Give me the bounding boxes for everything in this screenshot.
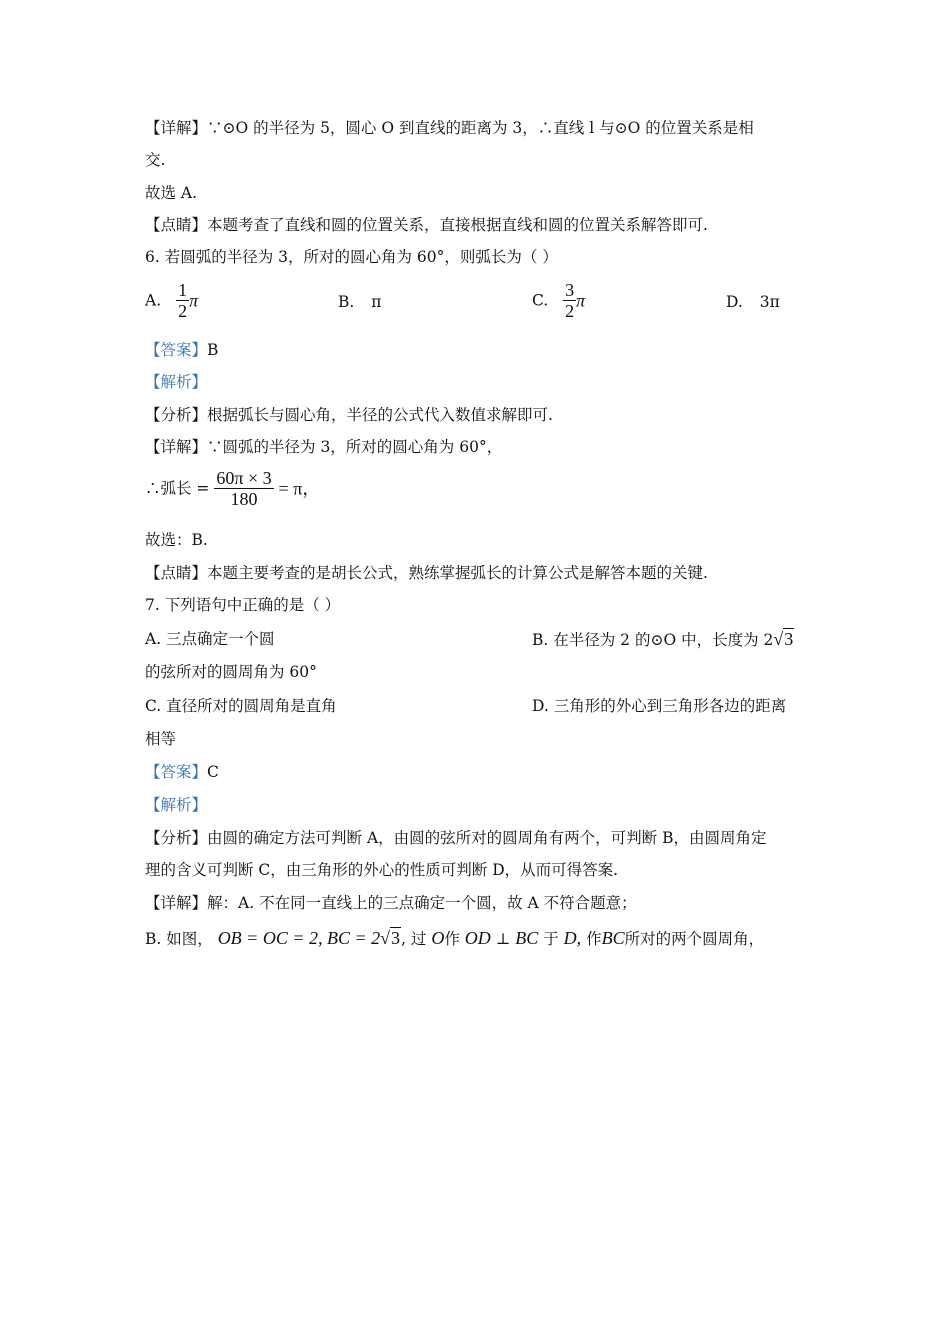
formula-fraction [214,468,273,509]
q6-comment-text: 本题主要考查的是胡长公式，熟练掌握弧长的计算公式是解答本题的关键. [207,564,708,582]
q6-option-d [726,292,780,312]
perp-symbol: ⊥ [495,930,511,948]
q6-option-b [338,292,381,312]
answer-value: C [207,763,219,781]
q5-detail-text: ∵⊙O 的半径为 5，圆心 O 到直线的距离为 3，∴直线 l 与⊙O 的位置关系是相 [207,119,754,137]
q5-detail-line [145,118,754,138]
q7-detail-line [145,893,637,913]
q6-detail-line [145,437,502,457]
segment-bc: BC [601,928,625,948]
formula-prefix: ∴弧长 = [145,479,210,498]
b-line-text: 作 [444,930,460,948]
b-line-prefix: B. 如图， [145,930,213,948]
q6-stem: 6. 若圆弧的半径为 3，所对的圆心角为 60°，则弧长为（ ） [145,248,558,266]
comment-tag: 【点睛】 [145,564,208,582]
option-label: D. [726,293,743,311]
segment-od: OD [464,928,491,948]
segment-bc: BC [515,928,539,948]
q7-answer [145,762,219,782]
q5-detail-cont: 交. [145,151,166,169]
option-b-text: B. 在半径为 2 的⊙O 中，长度为 2 [532,631,774,649]
sqrt-expression [380,928,401,948]
q6-analysis-tag: 【解析】 [145,373,208,391]
q7-fenxi-cont: 理的含义可判断 C，由三角形的外心的性质可判断 D，从而可得答案. [145,861,619,879]
detail-tag: 【详解】 [145,438,208,456]
fenxi-tag: 【分析】 [145,829,208,847]
sqrt-expression [773,629,794,649]
q6-option-a [145,280,198,321]
q7-fenxi-line [145,828,766,848]
b-line-text: 于 [543,930,559,948]
comment-tag: 【点睛】 [145,216,208,234]
q6-detail-text: ∵圆弧的半径为 3，所对的圆心角为 60°， [207,438,503,456]
option-value: 3π [759,293,780,311]
b-line-text: 作 [586,930,602,948]
numerator: 3 [565,280,575,300]
q7-detail-text: 解：A. 不在同一直线上的三点确定一个圆，故 A 不符合题意； [207,894,637,912]
formula-denominator: 180 [230,489,258,509]
option-label: C. [532,291,549,310]
q7-option-b-cont: 的弦所对的圆周角为 60° [145,663,317,681]
b-line-text: , 过 [401,930,427,948]
q6-option-c [532,280,585,321]
radicand: 3 [391,928,401,948]
radicand: 3 [784,629,794,649]
q6-comment-line [145,563,708,583]
detail-tag: 【详解】 [145,119,208,137]
q7-option-d: D. 三角形的外心到三角形各边的距离 [532,697,787,715]
option-label: B. [338,293,355,311]
sqrt-sign: √ [380,928,391,948]
q7-stem: 7. 下列语句中正确的是（ ） [145,596,341,614]
formula-suffix: = π， [278,478,321,499]
option-label: A. [145,291,162,310]
q7-option-d-cont: 相等 [145,730,177,748]
detail-tag: 【详解】 [145,894,208,912]
q7-option-b [532,629,794,650]
denominator: 2 [565,301,575,321]
fraction [563,280,576,321]
math-expression: OB = OC = 2, BC = 2 [217,928,381,948]
pi-symbol: π [576,290,586,311]
q6-fenxi-text: 根据弧长与圆心角，半径的公式代入数值求解即可. [207,406,553,424]
answer-tag: 【答案】 [145,341,208,359]
q6-answer [145,340,218,360]
point-d: D, [563,928,582,948]
q6-fenxi-line [145,405,553,425]
q6-choose: 故选：B. [145,531,208,549]
q5-choose: 故选 A. [145,184,198,202]
q7-option-a: A. 三点确定一个圆 [145,630,275,648]
q5-comment-line [145,215,708,235]
fraction [176,280,189,321]
sqrt-sign: √ [773,629,784,649]
numerator: 1 [178,280,188,300]
pi-symbol: π [189,290,199,311]
q5-comment-text: 本题考查了直线和圆的位置关系，直接根据直线和圆的位置关系解答即可. [207,216,708,234]
denominator: 2 [178,301,188,321]
point-o: O [431,928,445,948]
answer-value: B [207,341,219,359]
b-line-tail: 所对的两个圆周角， [624,930,765,948]
q7-option-c: C. 直径所对的圆周角是直角 [145,697,337,715]
option-value: π [371,293,382,311]
q6-formula [145,468,320,509]
answer-tag: 【答案】 [145,763,208,781]
q7-fenxi-text: 由圆的确定方法可判断 A，由圆的弦所对的圆周角有两个，可判断 B，由圆周角定 [207,829,767,847]
q7-detail-b-line [145,928,764,949]
q7-analysis-tag: 【解析】 [145,796,208,814]
formula-numerator: 60π × 3 [216,468,272,488]
fenxi-tag: 【分析】 [145,406,208,424]
